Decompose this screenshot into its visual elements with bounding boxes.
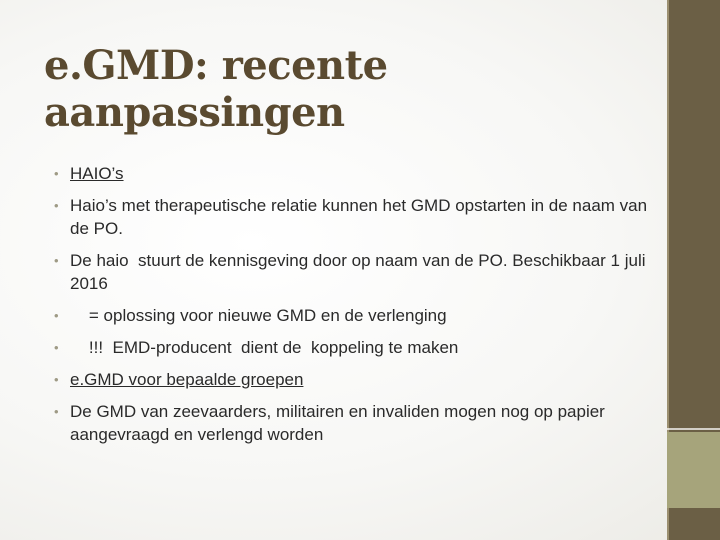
decorative-side-band	[667, 0, 720, 540]
bullet-text: Haio’s met therapeutische relatie kunnen het GMD opstarten in de naam van de PO.	[70, 196, 652, 238]
bullet-dot-icon: •	[54, 198, 59, 213]
bullet-dot-icon: •	[54, 308, 59, 323]
bullet-text: HAIO’s	[70, 164, 124, 183]
bullet-dot-icon: •	[54, 253, 59, 268]
bullet-item	[54, 249, 654, 295]
bullet-dot-icon: •	[54, 404, 59, 419]
bullet-item	[54, 304, 654, 327]
bullet-item	[54, 400, 654, 446]
slide-title: e.GMD: recente aanpassingen	[44, 42, 388, 136]
bullet-text: = oplossing voor nieuwe GMD en de verlenging	[70, 306, 447, 325]
bullet-text: De haio stuurt de kennisgeving door op naam van de PO. Beschikbaar 1 juli 2016	[70, 251, 651, 293]
bullet-item	[54, 368, 654, 391]
bullet-text: !!! EMD-producent dient de koppeling te maken	[70, 338, 459, 357]
bullet-text: e.GMD voor bepaalde groepen	[70, 370, 304, 389]
side-band-accent	[667, 432, 720, 508]
bullet-item	[54, 336, 654, 359]
bullet-text: De GMD van zeevaarders, militairen en invaliden mogen nog op papier aangevraagd en verlengd worden	[70, 402, 610, 444]
bullet-dot-icon: •	[54, 340, 59, 355]
bullet-item	[54, 162, 654, 185]
side-band-divider	[667, 428, 720, 430]
bullet-list	[54, 162, 654, 455]
bullet-item	[54, 194, 654, 240]
bullet-dot-icon: •	[54, 166, 59, 181]
bullet-dot-icon: •	[54, 372, 59, 387]
